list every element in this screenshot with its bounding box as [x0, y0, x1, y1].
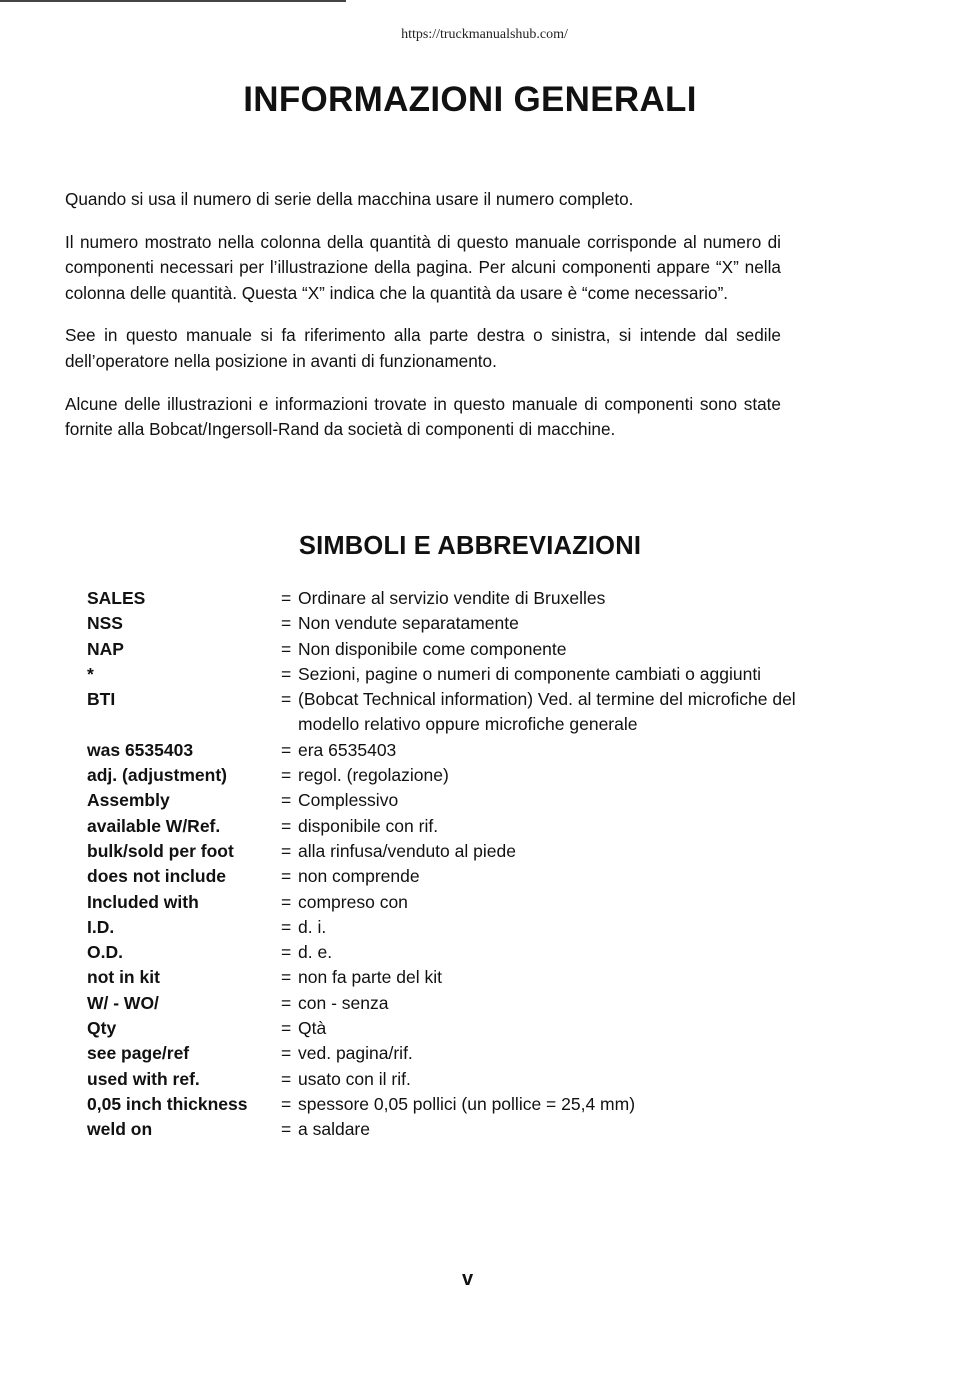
- abbreviation-list: [87, 586, 847, 1143]
- abbreviation-definition: [281, 991, 847, 1016]
- equals-sign: =: [281, 765, 292, 786]
- definition-text: Sezioni, pagine o numeri di componente cambiati o aggiunti: [298, 663, 762, 684]
- abbreviation-definition: [281, 763, 847, 788]
- top-rule: [0, 0, 346, 2]
- definition-text: alla rinfusa/venduto al piede: [298, 840, 516, 861]
- definition-text: ved. pagina/rif.: [298, 1043, 413, 1064]
- abbreviation-term: O.D.: [87, 942, 123, 963]
- equals-sign: =: [281, 1093, 292, 1114]
- definition-text: Qtà: [298, 1018, 327, 1039]
- equals-sign: =: [281, 1043, 292, 1064]
- abbreviation-definition: [281, 1067, 847, 1092]
- abbreviation-row: [87, 687, 847, 738]
- abbreviation-row: [87, 991, 847, 1016]
- abbreviation-definition: [281, 839, 847, 864]
- abbreviation-definition: [281, 1041, 847, 1066]
- equals-sign: =: [281, 663, 292, 684]
- equals-sign: =: [281, 1018, 292, 1039]
- abbreviation-term: not in kit: [87, 967, 160, 988]
- definition-text: compreso con: [298, 891, 408, 912]
- equals-sign: =: [281, 1068, 292, 1089]
- intro-paragraph: Il numero mostrato nella colonna della quantità di questo manuale corrisponde al numero di componenti necessari per l’illustrazione della pagina. Per alcuni componenti appare “X” nella colonna delle quantità. Questa “X” indica che la quantità da usare è “come necessario”.: [65, 231, 781, 303]
- abbreviation-definition: [281, 611, 847, 636]
- abbreviation-definition: [281, 1016, 847, 1041]
- definition-text: non fa parte del kit: [298, 967, 442, 988]
- section-title: SIMBOLI E ABBREVIAZIONI: [298, 532, 642, 560]
- definition-text: (Bobcat Technical information) Ved. al termine del microfiche del modello relativo oppure microfiche generale: [298, 689, 796, 735]
- abbreviation-term: Included with: [87, 891, 199, 912]
- abbreviation-definition: [281, 662, 847, 687]
- abbreviation-row: [87, 611, 847, 636]
- equals-sign: =: [281, 992, 292, 1013]
- abbreviation-definition: [281, 738, 847, 763]
- page-title: INFORMAZIONI GENERALI: [243, 80, 697, 119]
- abbreviation-term: SALES: [87, 588, 146, 608]
- abbreviation-definition: [281, 814, 847, 839]
- abbreviation-row: [87, 864, 847, 889]
- equals-sign: =: [281, 967, 292, 988]
- abbreviation-term: Qty: [87, 1018, 117, 1039]
- equals-sign: =: [281, 815, 292, 836]
- equals-sign: =: [281, 689, 292, 710]
- abbreviation-term: weld on: [87, 1119, 153, 1140]
- definition-text: usato con il rif.: [298, 1068, 411, 1089]
- abbreviation-term: NSS: [87, 613, 123, 634]
- abbreviation-definition: [281, 890, 847, 915]
- equals-sign: =: [281, 790, 292, 811]
- equals-sign: =: [281, 1119, 292, 1140]
- equals-sign: =: [281, 638, 292, 659]
- abbreviation-row: [87, 738, 847, 763]
- definition-text: disponibile con rif.: [298, 815, 439, 836]
- equals-sign: =: [281, 840, 292, 861]
- abbreviation-row: [87, 890, 847, 915]
- equals-sign: =: [281, 588, 292, 608]
- abbreviation-definition: [281, 586, 847, 611]
- abbreviation-row: [87, 1092, 847, 1117]
- abbreviation-row: [87, 1016, 847, 1041]
- abbreviation-row: [87, 1117, 847, 1142]
- abbreviation-term: see page/ref: [87, 1043, 190, 1064]
- definition-text: Non disponibile come componente: [298, 638, 567, 659]
- abbreviation-row: [87, 1041, 847, 1066]
- definition-text: regol. (regolazione): [298, 765, 449, 786]
- abbreviation-term: was 6535403: [87, 739, 194, 760]
- abbreviation-row: [87, 763, 847, 788]
- abbreviation-definition: [281, 915, 847, 940]
- definition-text: Non vendute separatamente: [298, 613, 519, 634]
- abbreviation-definition: [281, 637, 847, 662]
- intro-paragraph: Quando si usa il numero di serie della macchina usare il numero completo.: [65, 189, 634, 209]
- abbreviation-definition: [281, 1117, 847, 1142]
- abbreviation-term: BTI: [87, 689, 116, 710]
- equals-sign: =: [281, 942, 292, 963]
- equals-sign: =: [281, 613, 292, 634]
- intro-paragraph: Alcune delle illustrazioni e informazioni trovate in questo manuale di componenti sono state fornite alla Bobcat/Ingersoll-Rand da società di componenti di macchine.: [65, 393, 781, 440]
- abbreviation-term: I.D.: [87, 916, 115, 937]
- abbreviation-row: [87, 814, 847, 839]
- definition-text: d. i.: [298, 916, 327, 937]
- abbreviation-row: [87, 637, 847, 662]
- equals-sign: =: [281, 739, 292, 760]
- definition-text: Ordinare al servizio vendite di Bruxelles: [298, 588, 606, 608]
- header-url: https://truckmanualshub.com/: [401, 27, 568, 42]
- abbreviation-term: does not include: [87, 866, 227, 887]
- equals-sign: =: [281, 891, 292, 912]
- abbreviation-row: [87, 965, 847, 990]
- intro-section: [65, 187, 781, 460]
- abbreviation-row: [87, 915, 847, 940]
- abbreviation-term: 0,05 inch thickness: [87, 1093, 248, 1114]
- abbreviation-definition: [281, 940, 847, 965]
- abbreviation-term: *: [87, 663, 94, 684]
- abbreviation-term: used with ref.: [87, 1068, 200, 1089]
- page-number: v: [461, 1268, 474, 1290]
- abbreviation-term: W/ - WO/: [87, 992, 159, 1013]
- definition-text: d. e.: [298, 942, 333, 963]
- abbreviation-row: [87, 662, 847, 687]
- abbreviation-definition: [281, 687, 847, 738]
- abbreviation-definition: [281, 965, 847, 990]
- abbreviation-term: NAP: [87, 638, 124, 659]
- definition-text: Complessivo: [298, 790, 399, 811]
- abbreviation-row: [87, 586, 847, 611]
- abbreviation-term: Assembly: [87, 790, 170, 811]
- definition-text: con - senza: [298, 992, 389, 1013]
- definition-text: spessore 0,05 pollici (un pollice = 25,4 mm): [298, 1093, 636, 1114]
- abbreviation-definition: [281, 788, 847, 813]
- abbreviation-term: bulk/sold per foot: [87, 840, 234, 861]
- definition-text: non comprende: [298, 866, 420, 887]
- abbreviation-row: [87, 839, 847, 864]
- abbreviation-row: [87, 1067, 847, 1092]
- abbreviation-row: [87, 788, 847, 813]
- abbreviation-term: available W/Ref.: [87, 815, 221, 836]
- definition-text: a saldare: [298, 1119, 370, 1140]
- intro-paragraph: See in questo manuale si fa riferimento alla parte destra o sinistra, si intende dal sedile dell’operatore nella posizione in avanti di funzionamento.: [65, 325, 781, 371]
- abbreviation-row: [87, 940, 847, 965]
- equals-sign: =: [281, 866, 292, 887]
- definition-text: era 6535403: [298, 739, 397, 760]
- abbreviation-definition: [281, 1092, 847, 1117]
- abbreviation-definition: [281, 864, 847, 889]
- equals-sign: =: [281, 916, 292, 937]
- abbreviation-term: adj. (adjustment): [87, 765, 228, 786]
